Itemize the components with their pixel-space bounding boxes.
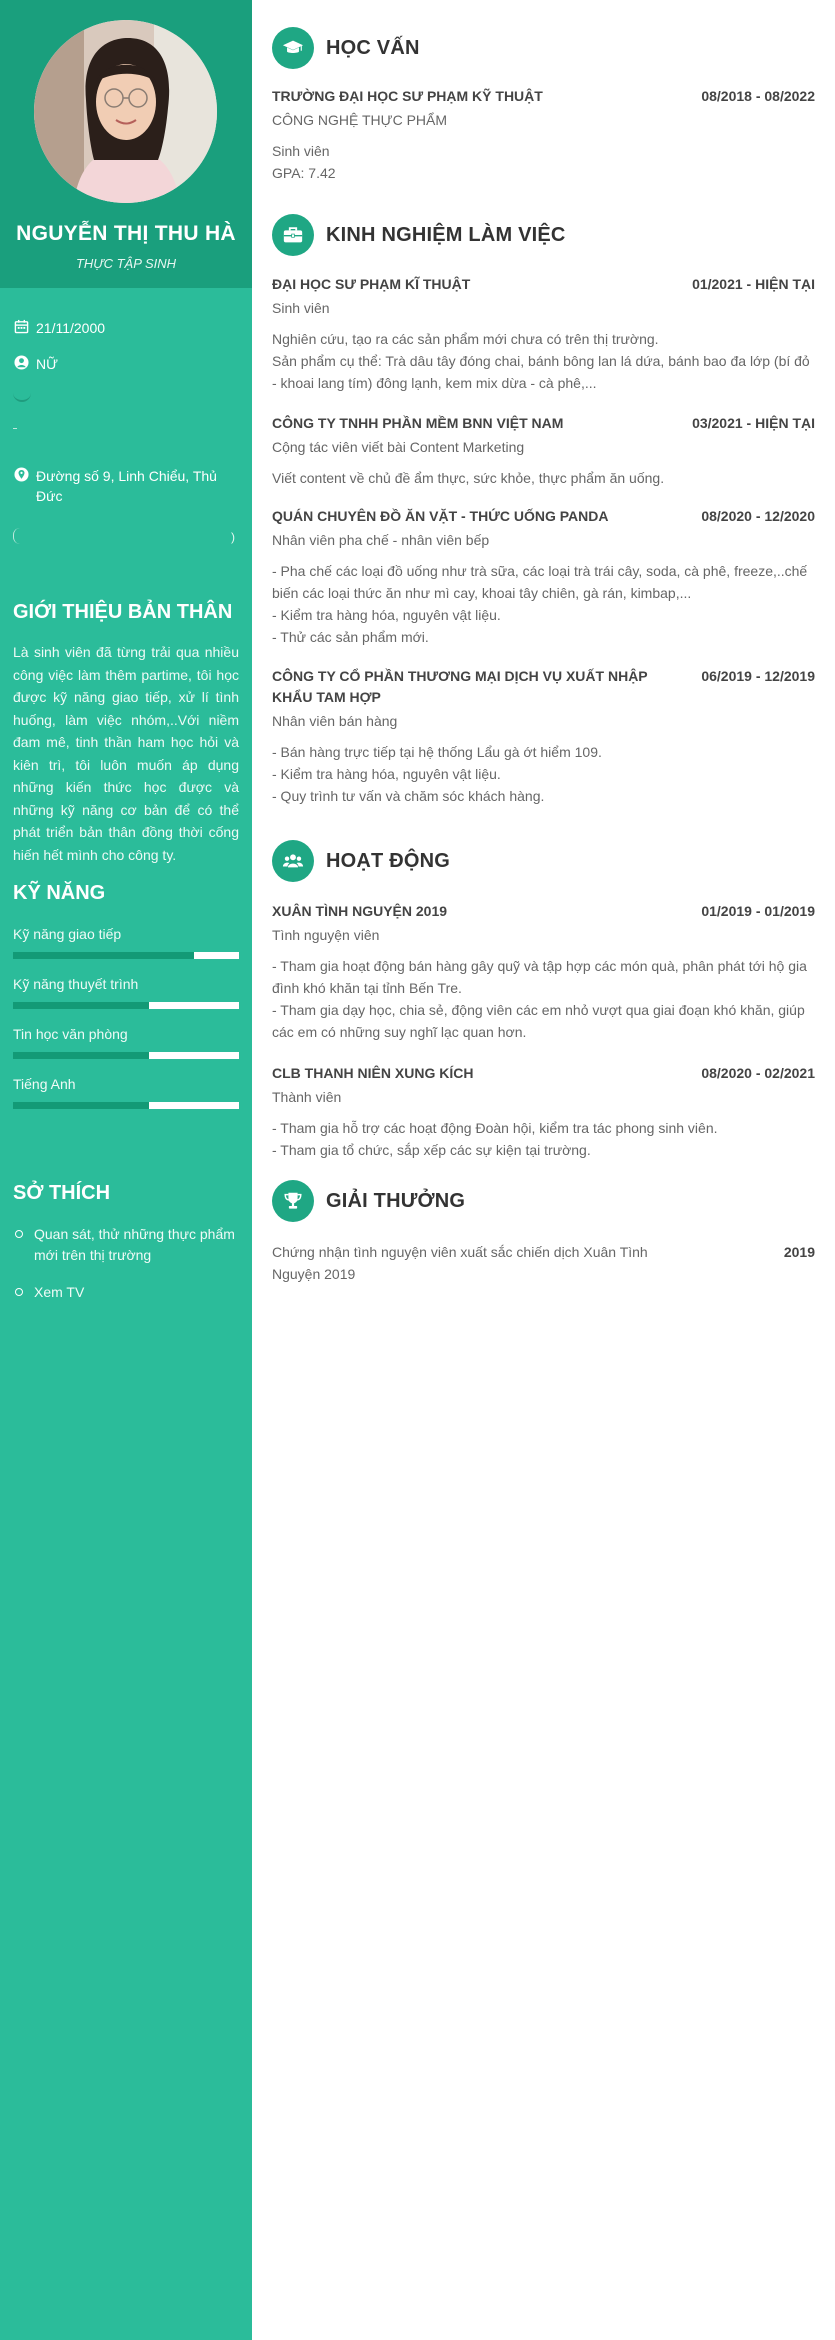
main-content bbox=[252, 0, 835, 2340]
graduation-cap-icon bbox=[272, 27, 314, 69]
skill-bar bbox=[13, 952, 239, 959]
experience-entry bbox=[272, 274, 815, 394]
empty-contact-field bbox=[13, 528, 235, 544]
trophy-icon bbox=[272, 1180, 314, 1222]
activities-title: HOẠT ĐỘNG bbox=[326, 849, 451, 872]
activity-entry bbox=[272, 1063, 815, 1161]
experience-entry bbox=[272, 413, 815, 489]
entry-header-row bbox=[272, 506, 815, 527]
intro-text: Là sinh viên đã từng trải qua nhiều công việc làm thêm partime, tôi học được kỹ năng giao tiếp, xử lí tình huống, làm việc nhóm,..Với niềm đam mê, tinh thần ham học hỏi và kiên trì, tôi luôn muốn áp dụng những kiến thức học được và những kỹ năng cơ bản để có thể phát triển bản thân đồng thời cống hiến hết mình cho công ty. bbox=[13, 644, 239, 863]
experience-desc: Viết content về chủ đề ẩm thực, sức khỏe, thực phẩm ăn uống. bbox=[272, 470, 665, 486]
dob-value: 21/11/2000 bbox=[36, 320, 106, 336]
skill-item bbox=[13, 926, 239, 942]
full-name: NGUYỄN THỊ THU HÀ bbox=[16, 222, 236, 245]
company-name: QUÁN CHUYÊN ĐỒ ĂN VẶT - THỨC UỐNG PANDA bbox=[272, 508, 609, 524]
experience-position: Nhân viên bán hàng bbox=[272, 713, 398, 729]
experience-date: 08/2020 - 12/2020 bbox=[701, 508, 815, 524]
activity-name: CLB THANH NIÊN XUNG KÍCH bbox=[272, 1065, 474, 1081]
gender-value: NỮ bbox=[36, 356, 59, 372]
contact-dob bbox=[13, 318, 239, 338]
entry-header-row bbox=[272, 1063, 815, 1084]
entry-header-row bbox=[272, 86, 815, 107]
activity-date: 01/2019 - 01/2019 bbox=[701, 903, 815, 919]
education-date: 08/2018 - 08/2022 bbox=[701, 88, 815, 104]
company-name: CÔNG TY TNHH PHẦN MỀM BNN VIỆT NAM bbox=[272, 415, 564, 431]
skill-label: Tin học văn phòng bbox=[13, 1026, 128, 1042]
skill-label: Tiếng Anh bbox=[13, 1076, 76, 1092]
experience-desc: - Bán hàng trực tiếp tại hệ thống Lẩu gà ớt hiểm 109. - Kiểm tra hàng hóa, nguyên vật liệu. - Quy trình tư vấn và chăm sóc khách hàng. bbox=[272, 744, 602, 804]
intro-title: GIỚI THIỆU BẢN THÂN bbox=[13, 601, 233, 623]
hobby-item: Quan sát, thử những thực phẩm mới trên thị trường bbox=[13, 1224, 239, 1266]
profile-header bbox=[0, 0, 252, 288]
education-desc: Sinh viên GPA: 7.42 bbox=[272, 143, 336, 181]
entry-header-row bbox=[272, 413, 815, 434]
entry-header-row bbox=[272, 666, 815, 708]
activity-desc: - Tham gia hỗ trợ các hoạt động Đoàn hội, kiểm tra tác phong sinh viên. - Tham gia tổ chức, sắp xếp các sự kiện tại trường. bbox=[272, 1120, 718, 1158]
entry-header-row bbox=[272, 901, 815, 922]
experience-desc: - Pha chế các loại đồ uống như trà sữa, các loại trà trái cây, soda, cà phê, freeze,..chế biến các loại thức ăn như mì cay, khoai tây chiên, gà rán, kimbap,... - Kiểm tra hàng hóa, nguyên vật liệu. - Thử các sản phẩm mới. bbox=[272, 563, 808, 645]
contact-gender bbox=[13, 354, 239, 374]
skill-item bbox=[13, 1026, 239, 1042]
empty-field-right-edge: ) bbox=[231, 530, 235, 544]
company-name: CÔNG TY CỔ PHẦN THƯƠNG MẠI DỊCH VỤ XUẤT NHẬP KHẨU TAM HỢP bbox=[272, 668, 648, 705]
experience-date: 03/2021 - HIỆN TẠI bbox=[692, 415, 815, 431]
company-name: ĐẠI HỌC SƯ PHẠM KĨ THUẬT bbox=[272, 276, 471, 292]
experience-position: Nhân viên pha chế - nhân viên bếp bbox=[272, 532, 490, 548]
contact-address bbox=[13, 466, 239, 506]
avatar-photo bbox=[34, 20, 217, 203]
empty-contact-marker bbox=[13, 392, 31, 402]
activity-date: 08/2020 - 02/2021 bbox=[701, 1065, 815, 1081]
skill-bar bbox=[13, 1052, 239, 1059]
avatar bbox=[34, 20, 217, 203]
user-icon bbox=[13, 354, 30, 371]
hobbies-list bbox=[13, 1224, 239, 1319]
address-value: Đường số 9, Linh Chiểu, Thủ Đức bbox=[36, 468, 217, 504]
skill-bar bbox=[13, 1102, 239, 1109]
calendar-icon bbox=[13, 318, 30, 335]
education-title: HỌC VẤN bbox=[326, 36, 420, 59]
education-entry bbox=[272, 86, 815, 184]
award-entry bbox=[272, 1241, 815, 1285]
experience-date: 06/2019 - 12/2019 bbox=[701, 668, 815, 684]
sidebar bbox=[0, 0, 252, 2340]
award-year: 2019 bbox=[783, 1244, 815, 1260]
skill-bar-fill bbox=[13, 1102, 149, 1109]
experience-desc: Nghiên cứu, tạo ra các sản phẩm mới chưa có trên thị trường. Sản phẩm cụ thể: Trà dâu tây đóng chai, bánh bông lan lá dứa, bánh bao đa lớp (bí đỏ - khoai lang tím) đông lạnh, kem mix dừa - cà phê,... bbox=[272, 331, 810, 391]
education-header bbox=[272, 27, 420, 69]
job-title: THỰC TẬP SINH bbox=[75, 256, 177, 271]
briefcase-icon bbox=[272, 214, 314, 256]
awards-header bbox=[272, 1180, 465, 1222]
education-major: CÔNG NGHỆ THỰC PHẨM bbox=[272, 112, 448, 128]
empty-contact-line bbox=[13, 428, 17, 429]
experience-header bbox=[272, 214, 566, 256]
experience-entry bbox=[272, 666, 815, 807]
experience-title: KINH NGHIỆM LÀM VIỆC bbox=[326, 223, 566, 246]
award-text: Chứng nhận tình nguyện viên xuất sắc chiến dịch Xuân Tình Nguyện 2019 bbox=[272, 1244, 648, 1282]
skills-title: KỸ NĂNG bbox=[13, 882, 106, 904]
entry-header-row bbox=[272, 274, 815, 295]
skill-label: Kỹ năng thuyết trình bbox=[13, 976, 139, 992]
experience-position: Sinh viên bbox=[272, 300, 330, 316]
activity-role: Thành viên bbox=[272, 1089, 342, 1105]
experience-entry bbox=[272, 506, 815, 648]
skill-bar bbox=[13, 1002, 239, 1009]
activity-desc: - Tham gia hoạt động bán hàng gây quỹ và tập hợp các món quà, phân phát tới hộ gia đình khó khăn tại tỉnh Bến Tre. - Tham gia dạy học, chia sẻ, động viên các em nhỏ vượt qua giai đoạn khó khăn, giúp các em có những suy nghĩ lạc quan hơn. bbox=[272, 958, 807, 1040]
awards-title: GIẢI THƯỞNG bbox=[326, 1189, 466, 1212]
activity-name: XUÂN TÌNH NGUYỆN 2019 bbox=[272, 903, 448, 919]
activity-entry bbox=[272, 901, 815, 1043]
map-pin-icon bbox=[13, 466, 30, 483]
skill-bar-fill bbox=[13, 1052, 149, 1059]
award-row bbox=[272, 1241, 815, 1285]
empty-field-left-edge bbox=[13, 528, 20, 544]
activities-header bbox=[272, 840, 450, 882]
skill-bar-fill bbox=[13, 1002, 149, 1009]
skill-bar-fill bbox=[13, 952, 194, 959]
skill-label: Kỹ năng giao tiếp bbox=[13, 926, 122, 942]
skill-item bbox=[13, 1076, 239, 1092]
skill-item bbox=[13, 976, 239, 992]
users-icon bbox=[272, 840, 314, 882]
school-name: TRƯỜNG ĐẠI HỌC SƯ PHẠM KỸ THUẬT bbox=[272, 88, 543, 104]
hobbies-title: SỞ THÍCH bbox=[13, 1182, 111, 1204]
experience-position: Cộng tác viên viết bài Content Marketing bbox=[272, 439, 525, 455]
activity-role: Tình nguyện viên bbox=[272, 927, 380, 943]
hobby-item: Xem TV bbox=[13, 1282, 239, 1303]
experience-date: 01/2021 - HIỆN TẠI bbox=[692, 276, 815, 292]
